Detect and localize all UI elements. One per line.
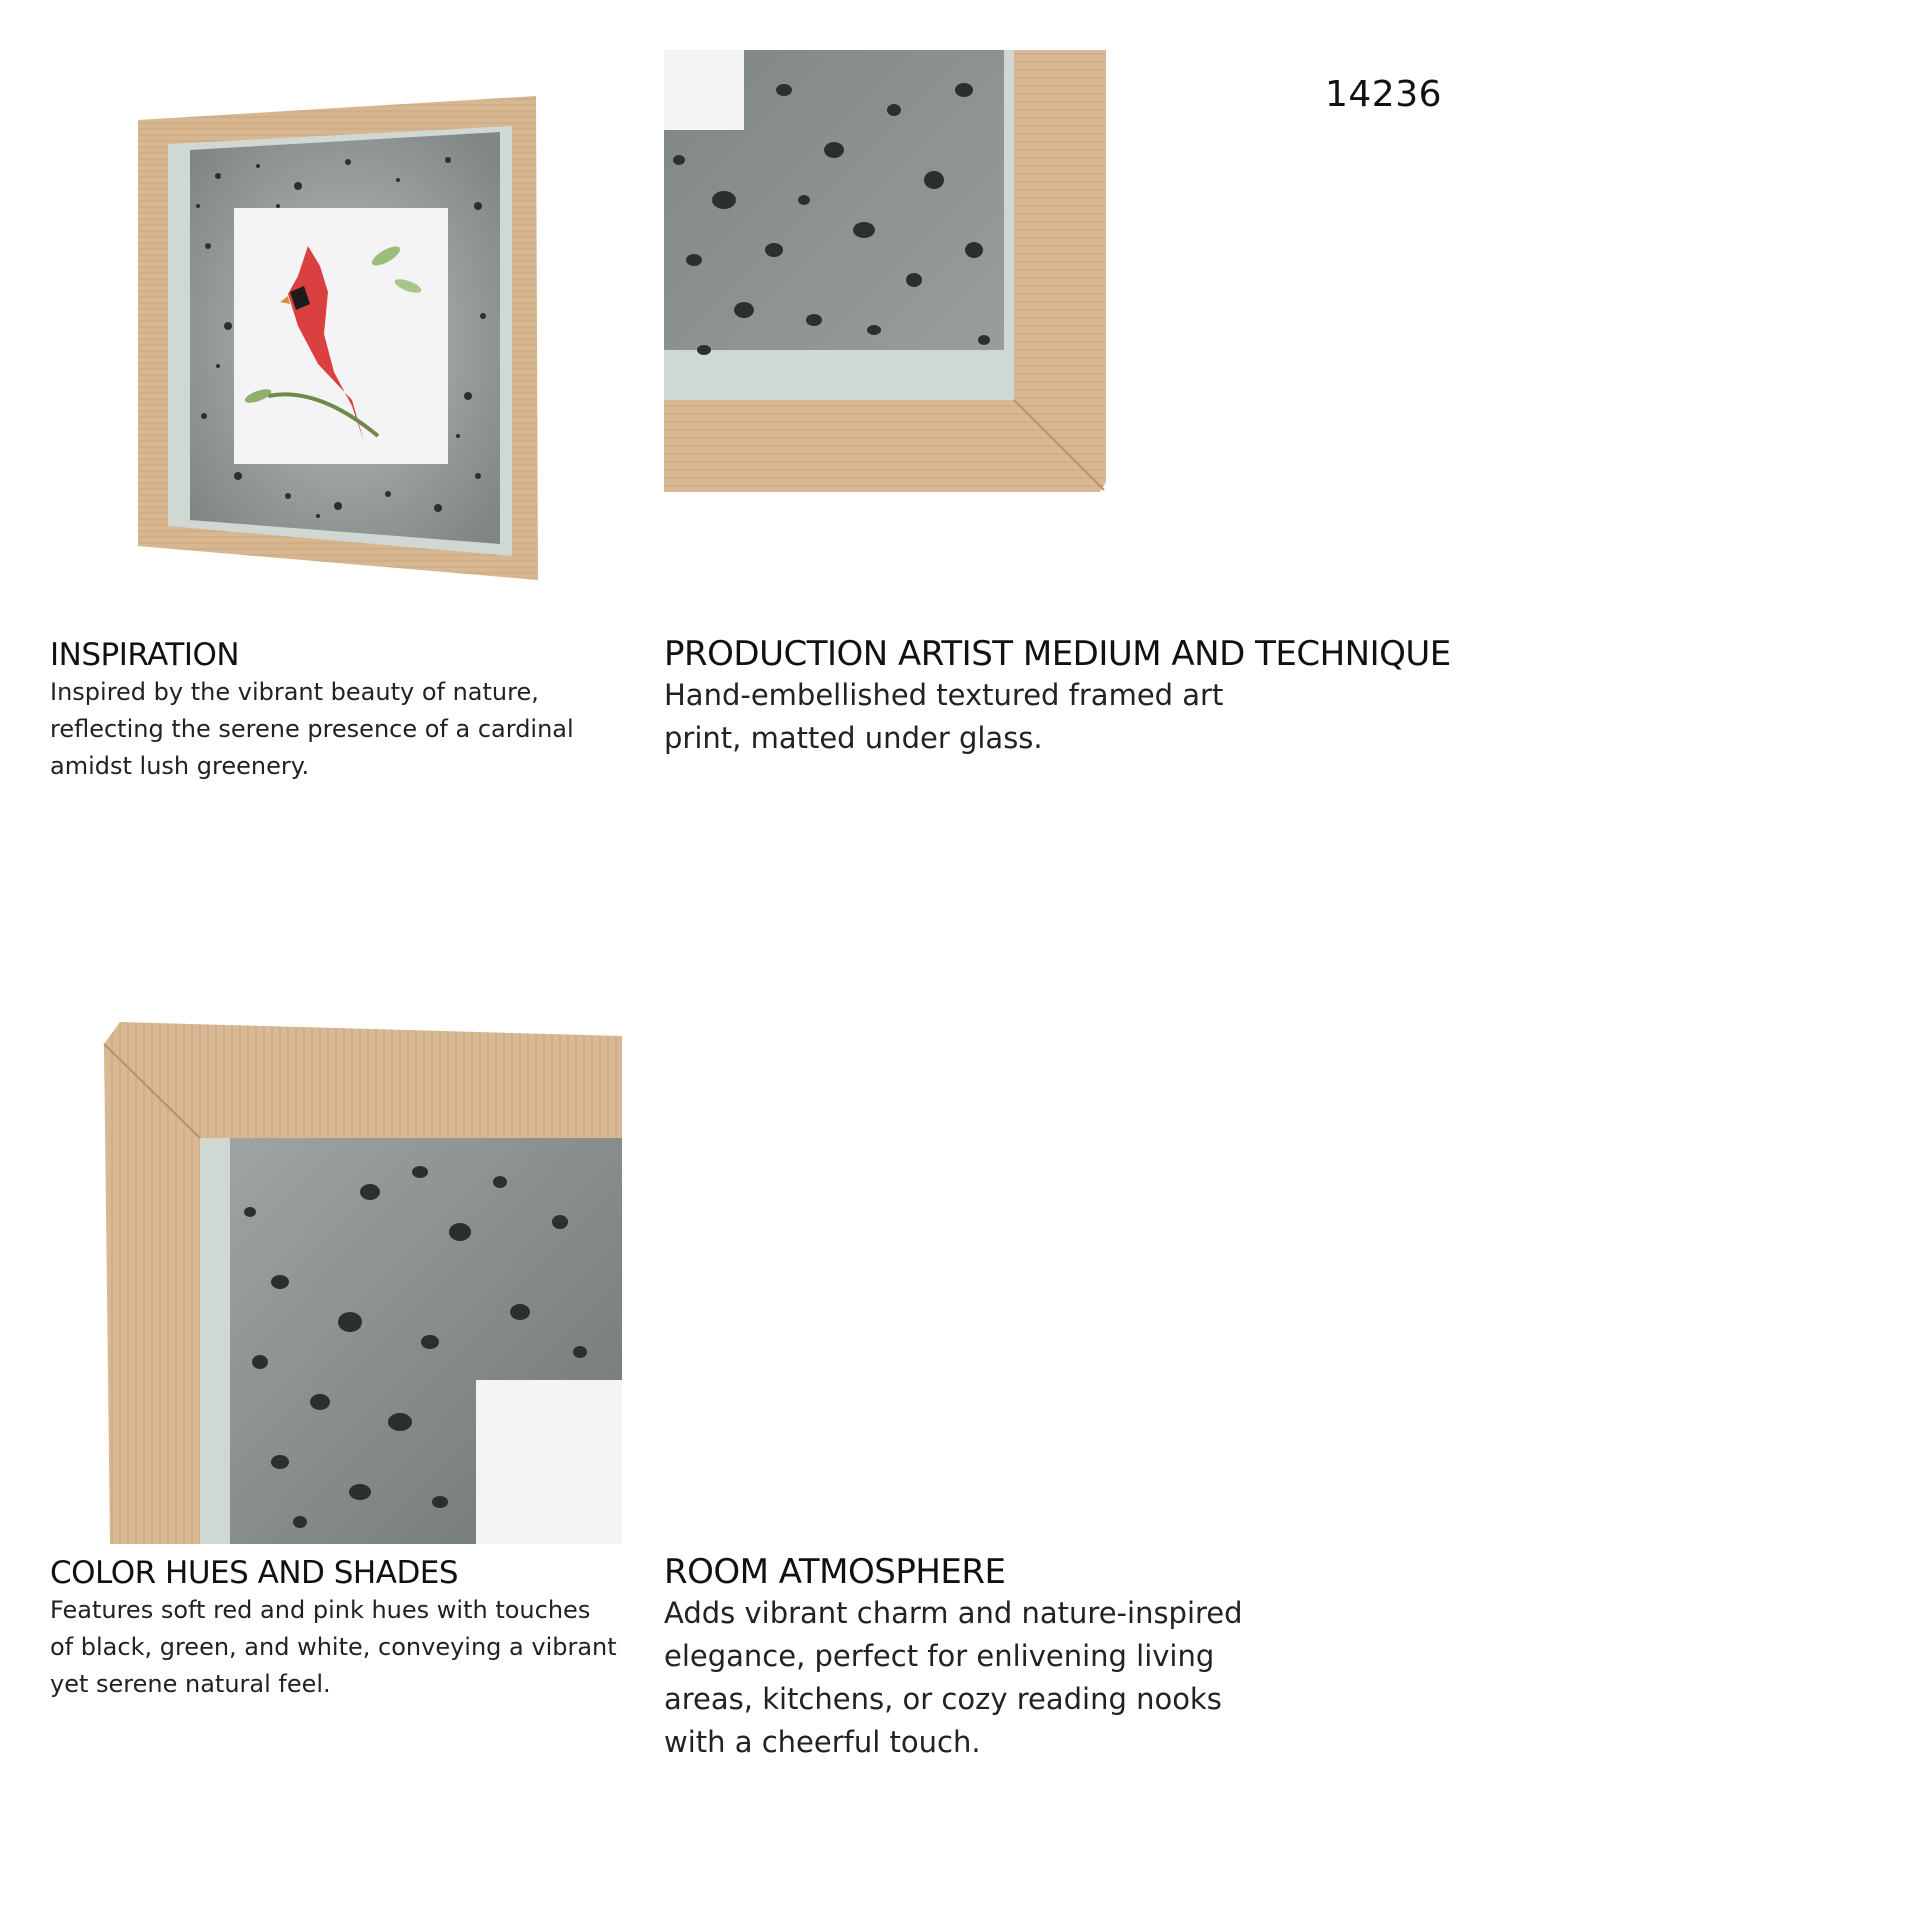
frame-corner-top-image — [664, 50, 1106, 492]
inspiration-line: amidst lush greenery. — [50, 752, 310, 780]
room-line: elegance, perfect for enlivening living — [664, 1639, 1215, 1673]
inspiration-line: Inspired by the vibrant beauty of nature, — [50, 678, 539, 706]
room-line: areas, kitchens, or cozy reading nooks — [664, 1682, 1222, 1716]
section-production — [664, 634, 1464, 760]
frame-corner-bottom-image — [100, 1022, 622, 1544]
section-inspiration — [50, 636, 650, 785]
inspiration-text — [50, 674, 650, 785]
inspiration-line: reflecting the serene presence of a cardinal — [50, 715, 574, 743]
room-line: with a cheerful touch. — [664, 1725, 981, 1759]
color-line: Features soft red and pink hues with touches — [50, 1596, 591, 1624]
frame-full-image — [138, 96, 538, 580]
section-room — [664, 1552, 1284, 1764]
production-title: PRODUCTION ARTIST MEDIUM AND TECHNIQUE — [664, 634, 1451, 674]
color-text — [50, 1592, 650, 1703]
room-line: Adds vibrant charm and nature-inspired — [664, 1596, 1243, 1630]
color-title: COLOR HUES AND SHADES — [50, 1555, 459, 1591]
section-color — [50, 1554, 650, 1703]
color-line: yet serene natural feel. — [50, 1670, 331, 1698]
room-title: ROOM ATMOSPHERE — [664, 1552, 1006, 1592]
color-line: of black, green, and white, conveying a vibrant — [50, 1633, 617, 1661]
product-sku: 14236 — [1325, 74, 1443, 115]
room-text — [664, 1592, 1254, 1764]
production-text — [664, 674, 1224, 760]
production-line: Hand-embellished textured framed art — [664, 678, 1224, 712]
production-line: print, matted under glass. — [664, 721, 1043, 755]
inspiration-title: INSPIRATION — [50, 637, 240, 673]
